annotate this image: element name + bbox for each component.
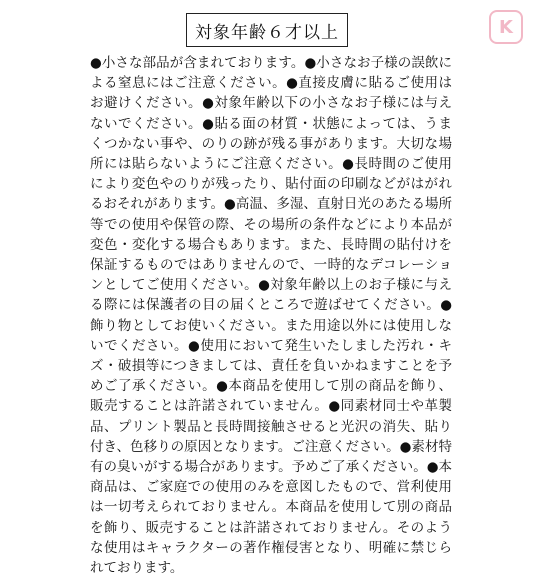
age-rating-title xyxy=(186,13,348,47)
age-rating-title-text: 対象年齢６才以上 xyxy=(195,22,339,43)
k-logo-letter: K xyxy=(499,16,513,38)
safety-notice-text: ●小さな部品が含まれております。●小さなお子様の誤飲による窒息にはご注意ください。●直接皮膚に貼るご使用はお避けください。●対象年齢以下の小さなお子様には与えないでください。●貼る面の材質・状態によっては、うまくつかない事や、のりの跡が残る事があります。大切な場所には貼らないようにご注意ください。●長時間のご使用により変色やのりが残ったり、貼付面の印刷などがはがれるおそれがあります。●高温、多湿、直射日光のあたる場所等での使用や保管の際、その場所の条件などにより本品が変色・変化する場合もあります。また、長時間の貼付けを保証するものではありませんので、一時的なデコレーションとしてご使用ください。●対象年齢以上のお子様に与える際には保護者の目の届くところで遊ばせてください。●飾り物としてお使いください。また用途以外には使用しないでください。●使用において発生いたしました汚れ・キズ・破損等につきましては、責任を負いかねますことを予めご了承ください。●本商品を使用して別の商品を飾り、販売することは許諾されていません。●同素材同士や革製品、プリント製品と長時間接触させると光沢の消失、貼り付き、色移りの原因となります。ご注意ください。●素材特有の臭いがする場合があります。予めご了承ください。●本商品は、ご家庭での使用のみを意図したもので、営利使用は一切考えられておりません。本商品を使用して別の商品を飾り、販売することは許諾されておりません。そのような使用はキャラクターの著作権侵害となり、明確に禁じられております。 xyxy=(90,55,452,577)
k-logo-badge-icon xyxy=(489,10,523,44)
